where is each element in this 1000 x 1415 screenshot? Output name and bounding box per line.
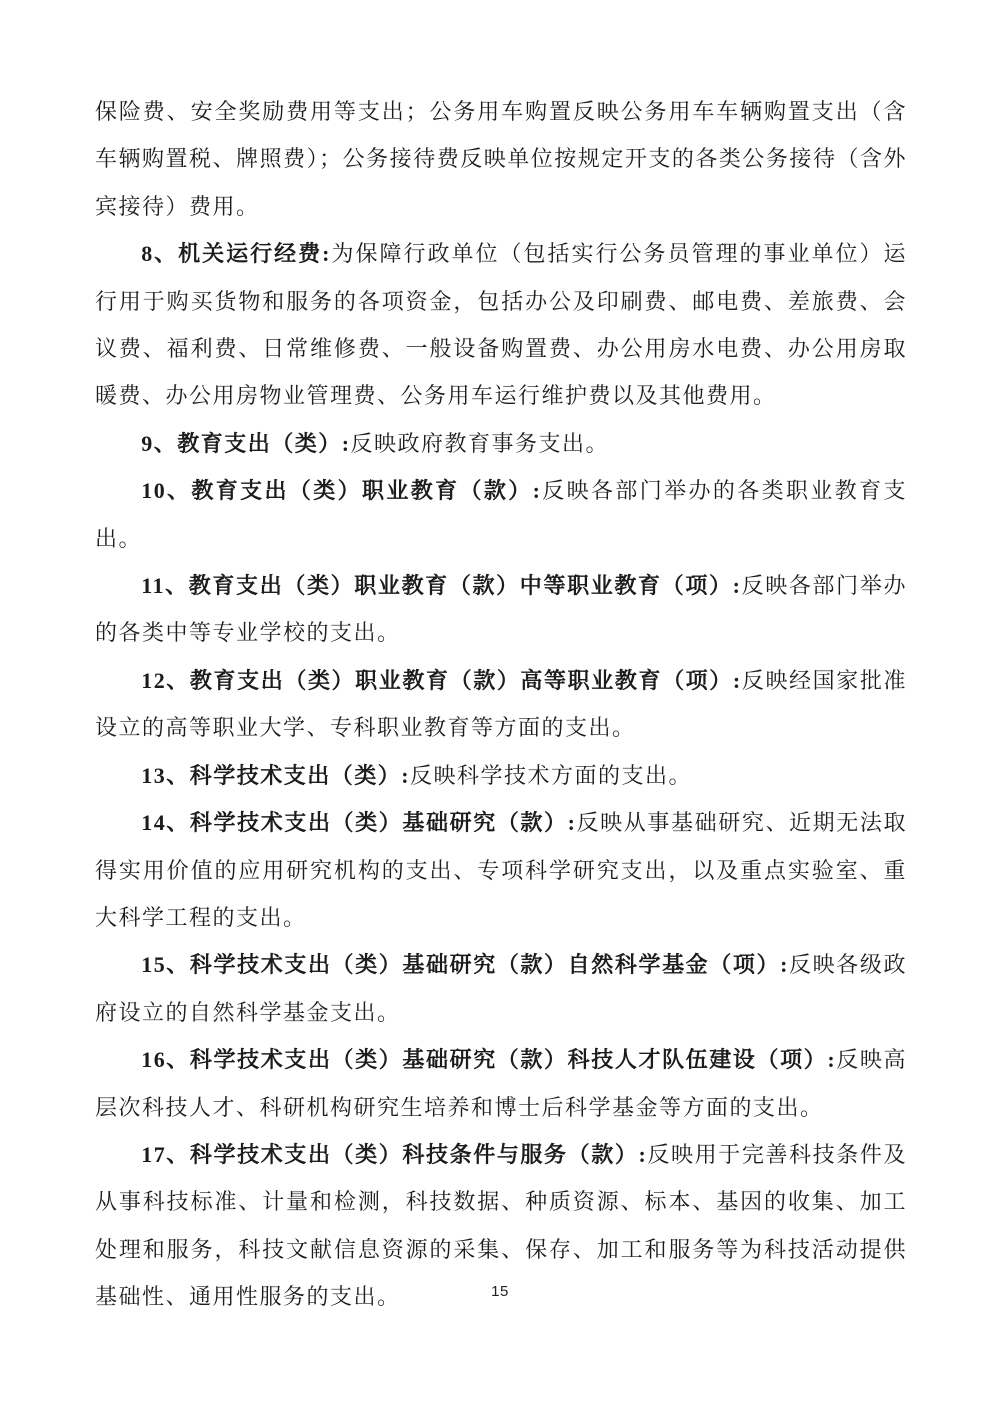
list-item-16 [95,1036,907,1131]
item-9-desc: 反映政府教育事务支出。 [350,430,610,456]
item-12-desc: 反映经国家批准设立的高等职业大学、专科职业教育等方面的支出。 [95,667,907,741]
item-16-desc: 反映高层次科技人才、科研机构研究生培养和博士后科学基金等方面的支出。 [95,1047,907,1120]
item-10-desc: 反映各部门举办的各类职业教育支出。 [95,478,907,551]
list-item-10 [95,467,907,562]
document-body-text [95,88,907,1321]
list-item-14 [95,799,907,941]
list-item-8 [95,230,907,420]
item-15-desc: 反映各级政府设立的自然科学基金支出。 [95,952,907,1025]
item-16-term: 16、科学技术支出（类）基础研究（款）科技人才队伍建设（项）: [141,1047,837,1073]
item-15-term: 15、科学技术支出（类）基础研究（款）自然科学基金（项）: [141,952,789,978]
list-item-13 [95,752,907,799]
item-8-term: 8、机关运行经费: [141,241,332,267]
item-11-term: 11、教育支出（类）职业教育（款）中等职业教育（项）: [141,573,742,599]
item-10-term: 10、教育支出（类）职业教育（款）: [141,478,542,504]
item-13-desc: 反映科学技术方面的支出。 [410,762,693,788]
item-13-term: 13、科学技术支出（类）: [141,762,411,788]
paragraph-continuation [95,88,907,230]
item-14-desc: 反映从事基础研究、近期无法取得实用价值的应用研究机构的支出、专项科学研究支出，以及重点实验室、重大科学工程的支出。 [95,810,907,930]
item-14-term: 14、科学技术支出（类）基础研究（款）: [141,810,577,836]
item-11-desc: 反映各部门举办的各类中等专业学校的支出。 [95,573,907,646]
item-17-desc: 反映用于完善科技条件及从事科技标准、计量和检测，科技数据、种质资源、标本、基因的收集、加工处理和服务，科技文献信息资源的采集、保存、加工和服务等为科技活动提供基础性、通用性服务的支出。 [95,1141,907,1310]
paragraph-text: 保险费、安全奖励费用等支出；公务用车购置反映公务用车车辆购置支出（含车辆购置税、牌照费）；公务接待费反映单位按规定开支的各类公务接待（含外宾接待）费用。 [95,99,907,219]
list-item-9 [95,420,907,467]
list-item-12 [95,657,907,752]
page-number: 15 [491,1283,509,1300]
item-9-term: 9、教育支出（类）: [141,430,351,456]
item-12-term: 12、教育支出（类）职业教育（款）高等职业教育（项）: [141,667,742,693]
list-item-11 [95,562,907,657]
list-item-15 [95,941,907,1036]
item-8-desc: 为保障行政单位（包括实行公务员管理的事业单位）运行用于购买货物和服务的各项资金，包括办公及印刷费、邮电费、差旅费、会议费、福利费、日常维修费、一般设备购置费、办公用房水电费、办公用房取暖费、办公用房物业管理费、公务用车运行维护费以及其他费用。 [95,241,907,409]
item-17-term: 17、科学技术支出（类）科技条件与服务（款）: [141,1141,648,1167]
